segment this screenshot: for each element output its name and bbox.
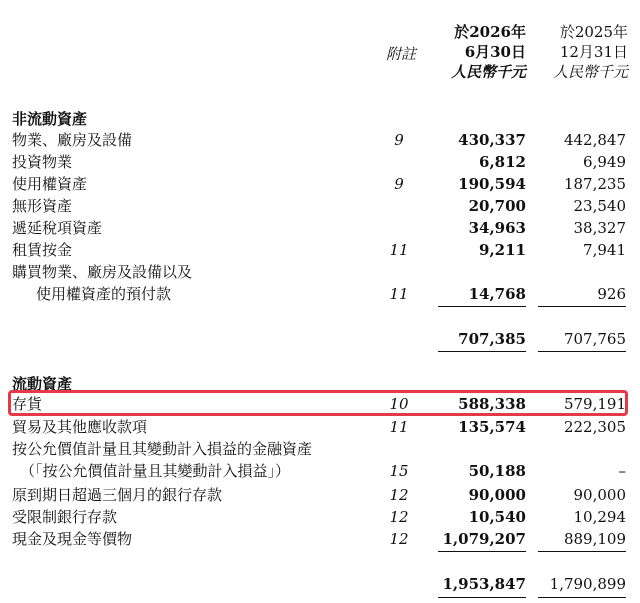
total-rule-2025 — [538, 351, 626, 352]
row-value-2026: 1,079,207 — [442, 530, 526, 548]
row-value-2026: 20,700 — [468, 197, 526, 215]
row-note: 12 — [389, 530, 409, 548]
row-note: 11 — [389, 241, 409, 259]
row-value-2025: 187,235 — [563, 175, 626, 193]
header-col2-line3: 人民幣千元 — [552, 63, 628, 81]
row-label: 使用權資產 — [12, 175, 88, 193]
table-row — [0, 195, 640, 217]
row-label: 遞延稅項資產 — [12, 219, 103, 237]
table-row — [0, 261, 640, 283]
row-value-2025: 90,000 — [573, 486, 626, 504]
table-row — [0, 506, 640, 528]
table-row — [0, 283, 640, 305]
row-label: 按公允價值計量且其變動計入損益的金融資產 — [12, 440, 313, 458]
header-note-label: 附註 — [385, 45, 416, 63]
row-value-2025: 222,305 — [563, 418, 626, 436]
row-note: 12 — [389, 486, 409, 504]
row-value-2026: 14,768 — [468, 285, 526, 303]
total-value-2026: 1,953,847 — [442, 575, 526, 593]
header-col1-line1: 於2026年 — [454, 23, 526, 41]
table-row — [0, 129, 640, 151]
row-label: 物業、廠房及設備 — [12, 131, 133, 149]
row-label: 現金及現金等價物 — [12, 530, 133, 548]
row-note: 9 — [394, 131, 404, 149]
row-note: 15 — [389, 462, 409, 480]
row-value-2025: 926 — [597, 285, 626, 303]
row-note: 11 — [389, 285, 409, 303]
table-row — [0, 460, 640, 482]
header-col1-line3: 人民幣千元 — [450, 63, 526, 81]
header-note-column — [378, 44, 424, 64]
row-value-2025: 7,941 — [583, 241, 626, 259]
total-rule-2026 — [438, 351, 526, 352]
subtotal-rule-2026 — [438, 551, 526, 552]
row-value-2026: 50,188 — [468, 462, 526, 480]
highlight-box — [8, 390, 628, 416]
total-value-2026: 707,385 — [458, 330, 526, 348]
subtotal-rule-2025 — [538, 306, 626, 307]
table-row — [0, 528, 640, 550]
row-label: 存貨 — [12, 395, 43, 413]
table-row-total — [0, 328, 640, 350]
header-col2-line1: 於2025年 — [559, 23, 628, 41]
row-value-2025: 889,109 — [563, 530, 626, 548]
row-value-2026: 9,211 — [479, 241, 526, 259]
header-col-2025 — [553, 22, 628, 82]
row-value-2025: – — [618, 462, 626, 480]
row-label: 貿易及其他應收款項 — [12, 418, 148, 436]
row-value-2026: 135,574 — [458, 418, 526, 436]
row-value-2026: 588,338 — [458, 395, 526, 413]
row-value-2025: 23,540 — [573, 197, 626, 215]
header-col1-line2: 6月30日 — [464, 43, 526, 61]
row-value-2026: 190,594 — [458, 175, 526, 193]
table-row — [0, 438, 640, 460]
row-note: 12 — [389, 508, 409, 526]
row-value-2025: 442,847 — [563, 131, 626, 149]
row-value-2025: 579,191 — [563, 395, 626, 413]
section-title-current: 流動資產 — [12, 375, 73, 393]
row-value-2025: 10,294 — [573, 508, 626, 526]
header-col-2026 — [451, 22, 526, 82]
total-rule-2026 — [438, 597, 526, 598]
row-value-2026: 10,540 — [468, 508, 526, 526]
table-row — [0, 416, 640, 438]
table-row — [0, 239, 640, 261]
row-label: 租賃按金 — [12, 241, 73, 259]
table-row-total — [0, 573, 640, 595]
row-value-2026: 6,812 — [479, 153, 526, 171]
row-value-2026: 430,337 — [458, 131, 526, 149]
row-value-2025: 38,327 — [573, 219, 626, 237]
table-row — [0, 173, 640, 195]
row-label: 投資物業 — [12, 153, 73, 171]
row-note: 11 — [389, 418, 409, 436]
table-row — [0, 151, 640, 173]
table-row — [0, 484, 640, 506]
row-label: 無形資產 — [12, 197, 73, 215]
row-label: 使用權資產的預付款 — [36, 285, 172, 303]
row-value-2026: 90,000 — [468, 486, 526, 504]
total-value-2025: 707,765 — [563, 330, 626, 348]
row-label: （「按公允價值計量且其變動計入損益」） — [20, 462, 291, 480]
total-value-2025: 1,790,899 — [549, 575, 626, 593]
subtotal-rule-2026 — [438, 306, 526, 307]
row-note: 9 — [394, 175, 404, 193]
table-row — [0, 217, 640, 239]
row-label: 受限制銀行存款 — [12, 508, 118, 526]
total-rule-2025 — [538, 597, 626, 598]
row-note: 10 — [389, 395, 409, 413]
row-value-2025: 6,949 — [583, 153, 626, 171]
row-label: 原到期日超過三個月的銀行存款 — [12, 486, 223, 504]
subtotal-rule-2025 — [538, 551, 626, 552]
row-value-2026: 34,963 — [468, 219, 526, 237]
row-label: 購買物業、廠房及設備以及 — [12, 263, 193, 281]
header-col2-line2: 12月31日 — [559, 43, 628, 61]
section-title-non-current: 非流動資產 — [12, 110, 88, 128]
